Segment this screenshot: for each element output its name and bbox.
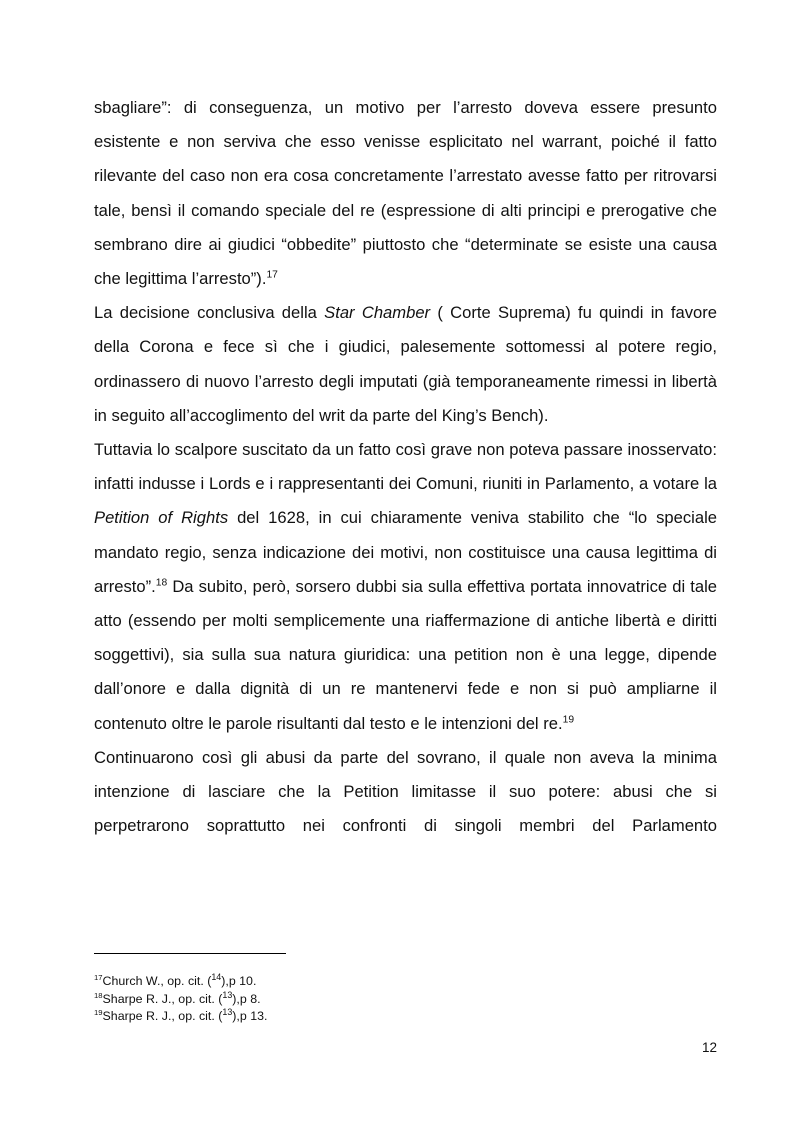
paragraph-1-text-1: sbagliare”: di conseguenza, un motivo per l’arresto doveva essere presunto esistente e non serviva che esso venisse esplicitato nel warrant, poiché il fatto rilevante del caso non era cosa concretamente l’arrestato avesse fatto per ritrovarsi tale, bensì il comando speciale del re (espressione di alti principi e prerogative che sembrano dire ai giudici “obbedite” piuttosto che “determinate se esiste una causa che legittima l’arresto”). — [94, 98, 717, 289]
paragraph-4-text-1: Continuarono così gli abusi da parte del sovrano, il quale non aveva la minima intenzione di lasciare che la Petition limitasse il suo potere: abusi che si perpetrarono soprattutto nei confronti di singoli membri del Parlamento — [94, 747, 717, 836]
footnote-cross-ref: 13 — [222, 1007, 233, 1018]
footnote-text: Sharpe R. J., op. cit. ( — [102, 991, 223, 1006]
footnote-cross-ref: 13 — [222, 989, 233, 1000]
footnote-item — [94, 991, 717, 1009]
paragraph-3 — [94, 433, 717, 741]
footnote-text-end: ),p 8. — [232, 991, 261, 1006]
footnote-item — [94, 973, 717, 991]
footnotes — [94, 973, 717, 1026]
footnote-text-end: ),p 10. — [221, 974, 257, 988]
paragraph-3-text-2: del 1628, in cui chiaramente veniva stabilito che “lo speciale mandato regio, senza indicazione dei motivi, non costituisce una causa legittima di arresto”. — [94, 508, 717, 596]
footnote-text: Sharpe R. J., op. cit. ( — [102, 1009, 223, 1024]
paragraph-2-text-2: ( Corte Suprema) fu quindi in favore della Corona e fece sì che i giudici, palesemente sottomessi al potere regio, ordinassero di nuovo l’arresto degli imputati (già temporaneamente rimessi in libertà in seguito all’accoglimento del writ da parte del King’s Bench). — [94, 303, 717, 425]
footnote-text-end: ),p 13. — [232, 1009, 268, 1024]
paragraph-2-text-1: La decisione conclusiva della — [94, 303, 325, 323]
paragraph-4 — [94, 741, 717, 844]
footnote-number: 18 — [94, 990, 103, 1000]
footnote-cross-ref: 14 — [211, 971, 222, 982]
petition-of-rights-term: Petition of Rights — [94, 508, 229, 528]
footnote-separator — [94, 953, 286, 954]
footnote-text: Church W., op. cit. ( — [102, 974, 212, 988]
star-chamber-term: Star Chamber — [324, 303, 431, 323]
paragraph-3-text-1: Tuttavia lo scalpore suscitato da un fatto così grave non poteva passare inosservato: infatti indusse i Lords e i rappresentanti dei Comuni, riuniti in Parlamento, a votare la — [94, 440, 717, 494]
footnote-ref-19[interactable]: 19 — [562, 714, 575, 726]
body-text — [94, 91, 717, 843]
footnote-number: 19 — [94, 1008, 103, 1018]
paragraph-2 — [94, 296, 717, 433]
paragraph-3-text-3: Da subito, però, sorsero dubbi sia sulla effettiva portata innovatrice di tale atto (essendo per molti semplicemente una riaffermazione di antiche libertà e diritti soggettivi), sia sulla sua natura giuridica: una petition non è una legge, dipende dall’onore e dalla dignità di un re mantenervi fede e non si può ampliarne il contenuto oltre le parole risultanti dal testo e le intenzioni del re. — [94, 576, 717, 733]
footnote-ref-18[interactable]: 18 — [155, 577, 168, 589]
footnote-item — [94, 1008, 717, 1026]
footnote-number: 17 — [94, 972, 103, 982]
footnote-ref-17[interactable]: 17 — [266, 269, 278, 281]
page-number: 12 — [701, 1040, 717, 1055]
paragraph-1 — [94, 91, 717, 296]
